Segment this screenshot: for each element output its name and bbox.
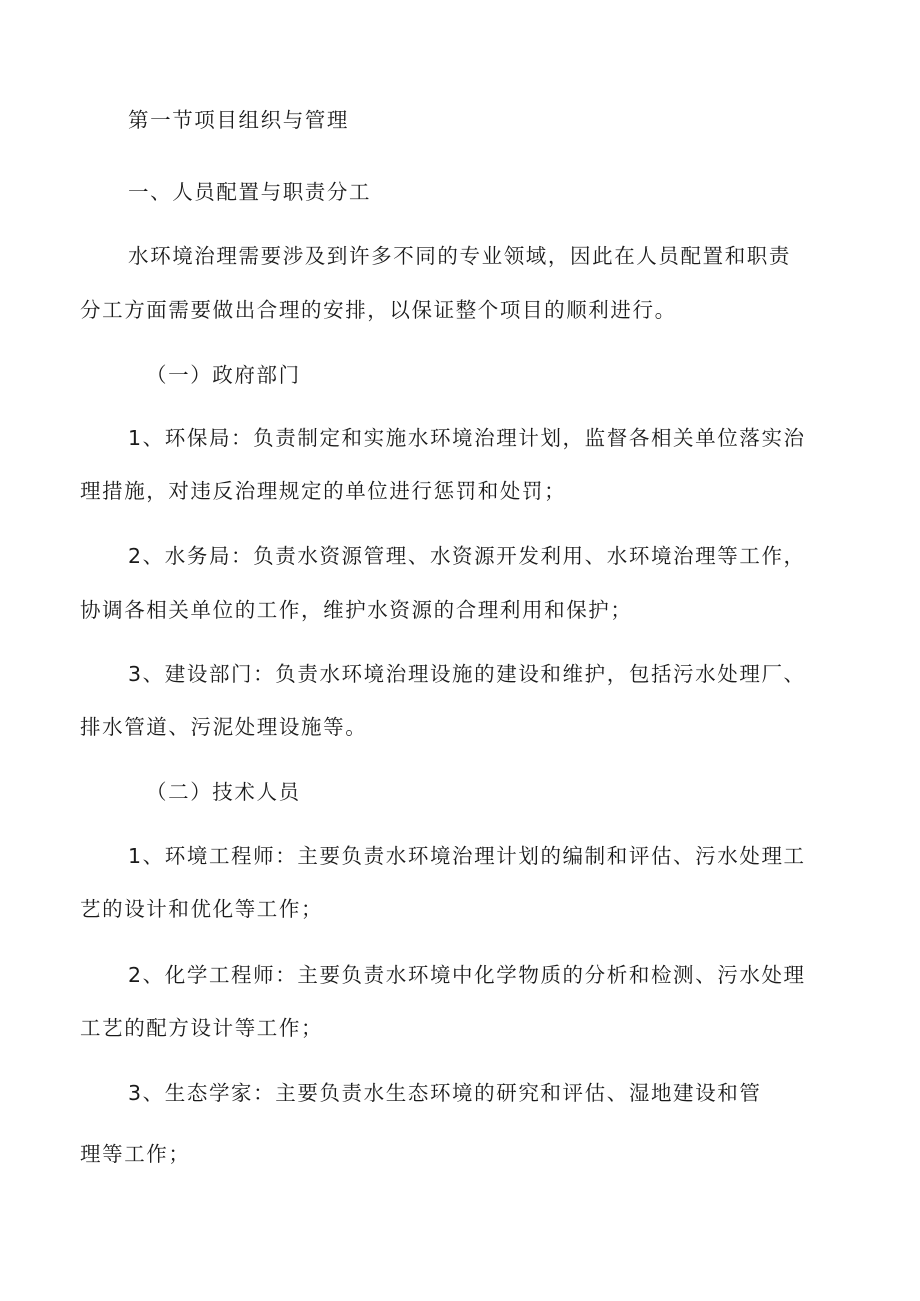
tech-item-1-line-2: 艺的设计和优化等工作； xyxy=(80,897,324,921)
tech-item-2-line-2: 工艺的配方设计等工作； xyxy=(80,1016,324,1040)
gov-item-1-line-2: 理措施，对违反治理规定的单位进行惩罚和处罚； xyxy=(80,479,567,503)
gov-item-1-line-1: 1、环保局：负责制定和实施水环境治理计划，监督各相关单位落实治 xyxy=(128,426,806,450)
gov-item-2-line-2: 协调各相关单位的工作，维护水资源的合理利用和保护； xyxy=(80,598,633,622)
gov-heading: （一）政府部门 xyxy=(146,363,301,387)
gov-item-2-line-1: 2、水务局：负责水资源管理、水资源开发利用、水环境治理等工作， xyxy=(128,544,806,568)
gov-item-3-line-1: 3、建设部门：负责水环境治理设施的建设和维护，包括污水处理厂、 xyxy=(128,662,806,686)
tech-item-3-line-1: 3、生态学家：主要负责水生态环境的研究和评估、湿地建设和管 xyxy=(128,1081,762,1105)
subsection-title: 一、人员配置与职责分工 xyxy=(128,180,372,204)
gov-item-3-line-2: 排水管道、污泥处理设施等。 xyxy=(80,715,368,739)
tech-item-2-line-1: 2、化学工程师：主要负责水环境中化学物质的分析和检测、污水处理 xyxy=(128,963,806,987)
tech-heading: （二）技术人员 xyxy=(146,780,301,804)
intro-line-1: 水环境治理需要涉及到许多不同的专业领域，因此在人员配置和职责 xyxy=(128,244,791,268)
intro-line-2: 分工方面需要做出合理的安排，以保证整个项目的顺利进行。 xyxy=(80,298,677,322)
tech-item-1-line-1: 1、环境工程师：主要负责水环境治理计划的编制和评估、污水处理工 xyxy=(128,844,806,868)
section-title: 第一节项目组织与管理 xyxy=(128,108,349,132)
tech-item-3-line-2: 理等工作； xyxy=(80,1142,191,1166)
